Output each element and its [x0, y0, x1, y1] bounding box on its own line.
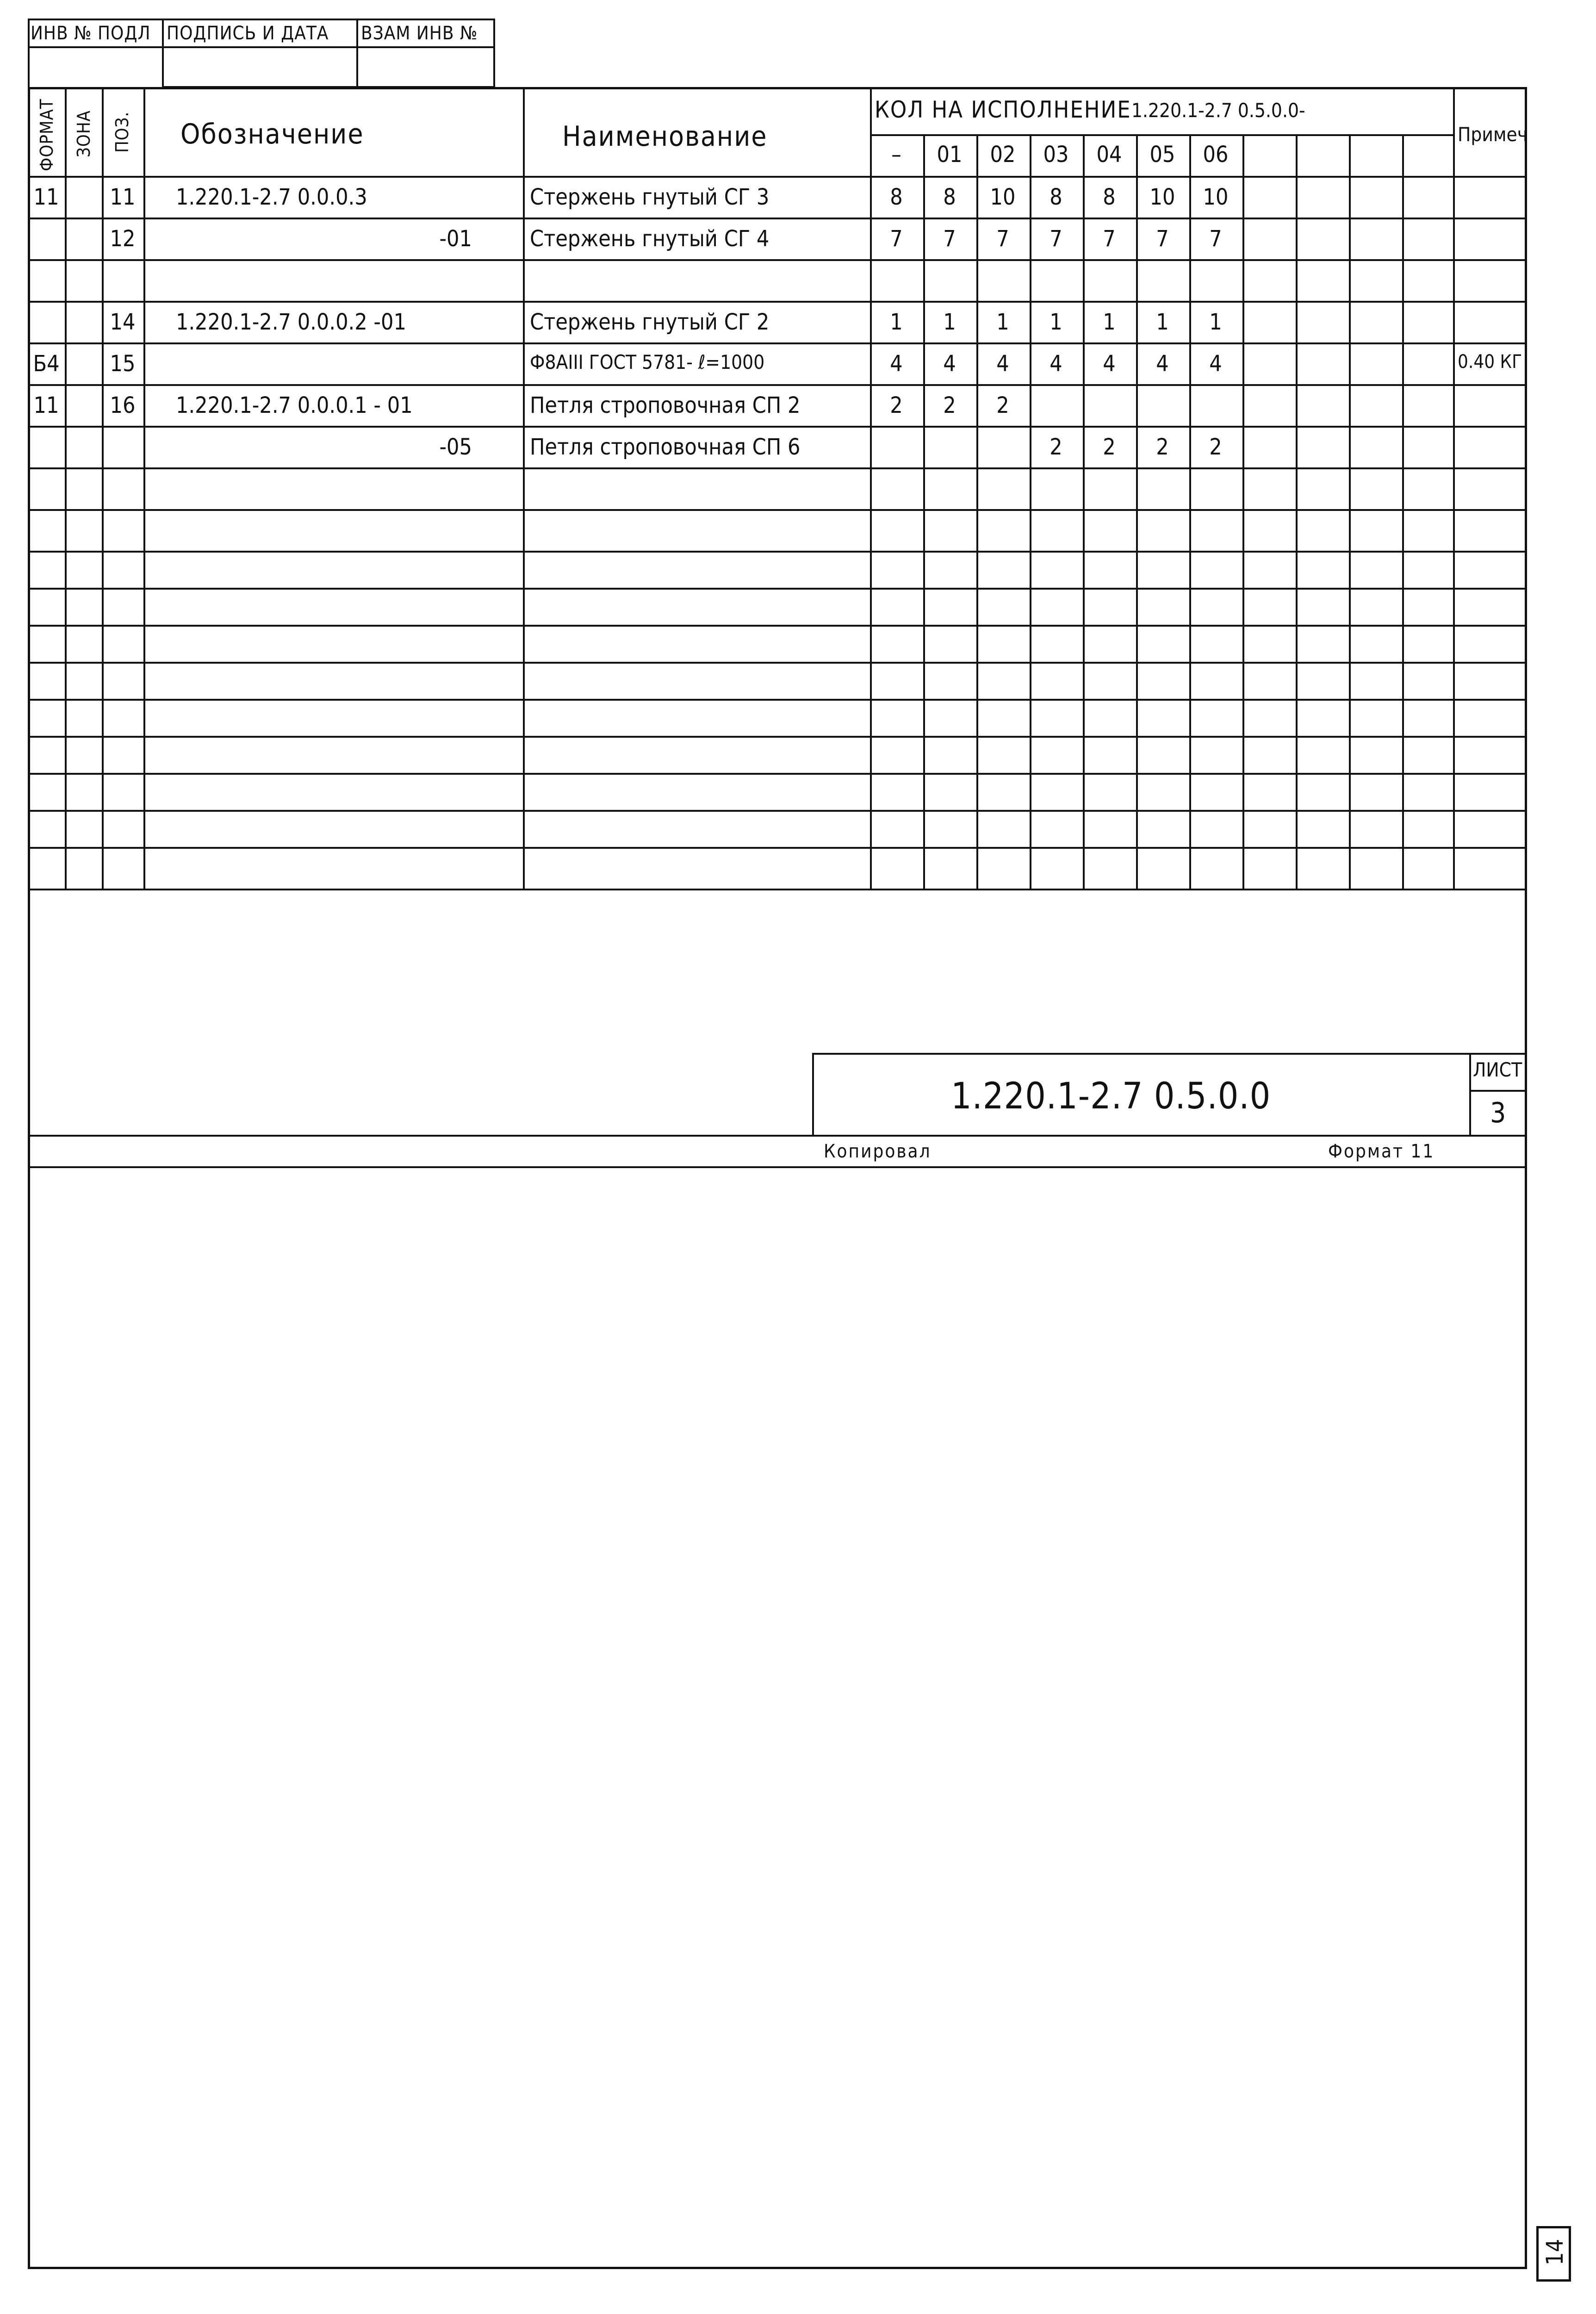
row-q: 7 [1050, 226, 1062, 252]
row-q: 10 [1203, 184, 1229, 210]
isp-header: – [891, 142, 901, 168]
isp-header: 06 [1203, 142, 1229, 168]
row-q: 1 [1050, 309, 1062, 335]
row-q: 8 [1103, 184, 1116, 210]
footer-kopiroval: Копировал [824, 1141, 932, 1162]
page-number: 14 [1541, 2239, 1568, 2265]
row-oboz: -05 [439, 434, 472, 460]
row-q: 2 [1050, 434, 1062, 460]
col-poz: ПОЗ. [112, 111, 132, 153]
list-label: ЛИСТ [1473, 1058, 1522, 1081]
row-q: 10 [1149, 184, 1175, 210]
row-q: 4 [1156, 351, 1169, 377]
row-q: 8 [890, 184, 903, 210]
row-q: 1 [890, 309, 903, 335]
row-q: 1 [1156, 309, 1169, 335]
row-name: Стержень гнутый СГ 3 [530, 184, 770, 210]
footer-line [28, 1166, 1527, 1168]
spec-table [28, 88, 1527, 893]
col-format: ФОРМАТ [37, 99, 57, 171]
frame-bottom [28, 2267, 1527, 2269]
row-q: 10 [990, 184, 1016, 210]
row-q: 1 [996, 309, 1009, 335]
row-q: 1 [943, 309, 956, 335]
row-format: 11 [33, 184, 59, 210]
top-stamp [28, 19, 495, 88]
footer-format: Формат 11 [1328, 1141, 1435, 1162]
row-q: 4 [1050, 351, 1062, 377]
page-number-box [1536, 2226, 1571, 2282]
row-q: 1 [1103, 309, 1116, 335]
row-q: 7 [1156, 226, 1169, 252]
row-q: 4 [996, 351, 1009, 377]
isp-header: 05 [1149, 142, 1175, 168]
isp-header: 02 [990, 142, 1016, 168]
row-q: 8 [943, 184, 956, 210]
row-poz: 14 [110, 309, 136, 335]
row-q: 7 [996, 226, 1009, 252]
row-poz: 11 [110, 184, 136, 210]
row-q: 2 [943, 392, 956, 418]
row-q: 8 [1050, 184, 1062, 210]
title-block [812, 1053, 1527, 1136]
row-oboz: 1.220.1-2.7 0.0.0.1 - 01 [176, 392, 413, 418]
col-oboznachenie: Обозначение [180, 118, 364, 150]
list-number: 3 [1490, 1097, 1506, 1129]
title-block-bottom [28, 1135, 1527, 1137]
row-q: 4 [1209, 351, 1222, 377]
row-q: 1 [1209, 309, 1222, 335]
row-name: Петля строповочная СП 2 [530, 392, 801, 418]
row-q: 7 [1209, 226, 1222, 252]
row-poz: 12 [110, 226, 136, 252]
row-name: Петля строповочная СП 6 [530, 434, 801, 460]
stamp-vzam: ВЗАМ ИНВ № [361, 23, 478, 44]
row-q: 7 [890, 226, 903, 252]
row-name: Стержень гнутый СГ 4 [530, 226, 770, 252]
document-code: 1.220.1-2.7 0.5.0.0 [951, 1076, 1271, 1117]
row-q: 2 [996, 392, 1009, 418]
row-q: 2 [890, 392, 903, 418]
col-kol-code: 1.220.1-2.7 0.5.0.0- [1131, 99, 1305, 122]
row-oboz: 1.220.1-2.7 0.0.0.3 [176, 184, 367, 210]
row-q: 4 [943, 351, 956, 377]
row-name: Ф8АIII ГОСТ 5781- ℓ=1000 [530, 351, 765, 373]
row-poz: 16 [110, 392, 136, 418]
col-naimenovanie: Наименование [562, 120, 768, 153]
row-name: Стержень гнутый СГ 2 [530, 309, 770, 335]
row-q: 2 [1156, 434, 1169, 460]
col-primech: Примеч [1458, 123, 1528, 146]
row-oboz: -01 [439, 226, 472, 252]
row-q: 4 [890, 351, 903, 377]
row-format: 11 [33, 392, 59, 418]
isp-header: 04 [1096, 142, 1122, 168]
isp-header: 03 [1043, 142, 1069, 168]
stamp-inv-podl: ИНВ № ПОДЛ [31, 23, 151, 44]
isp-header: 01 [937, 142, 963, 168]
row-oboz: 1.220.1-2.7 0.0.0.2 -01 [176, 309, 406, 335]
row-q: 7 [943, 226, 956, 252]
stamp-podpis: ПОДПИСЬ И ДАТА [167, 23, 329, 44]
row-format: Б4 [33, 351, 60, 377]
row-poz: 15 [110, 351, 136, 377]
col-zona: ЗОНА [74, 110, 94, 157]
row-q: 4 [1103, 351, 1116, 377]
row-q: 7 [1103, 226, 1116, 252]
row-prim: 0.40 КГ [1458, 351, 1522, 373]
row-q: 2 [1103, 434, 1116, 460]
col-kol: КОЛ НА ИСПОЛНЕНИЕ [875, 96, 1131, 123]
row-q: 2 [1209, 434, 1222, 460]
